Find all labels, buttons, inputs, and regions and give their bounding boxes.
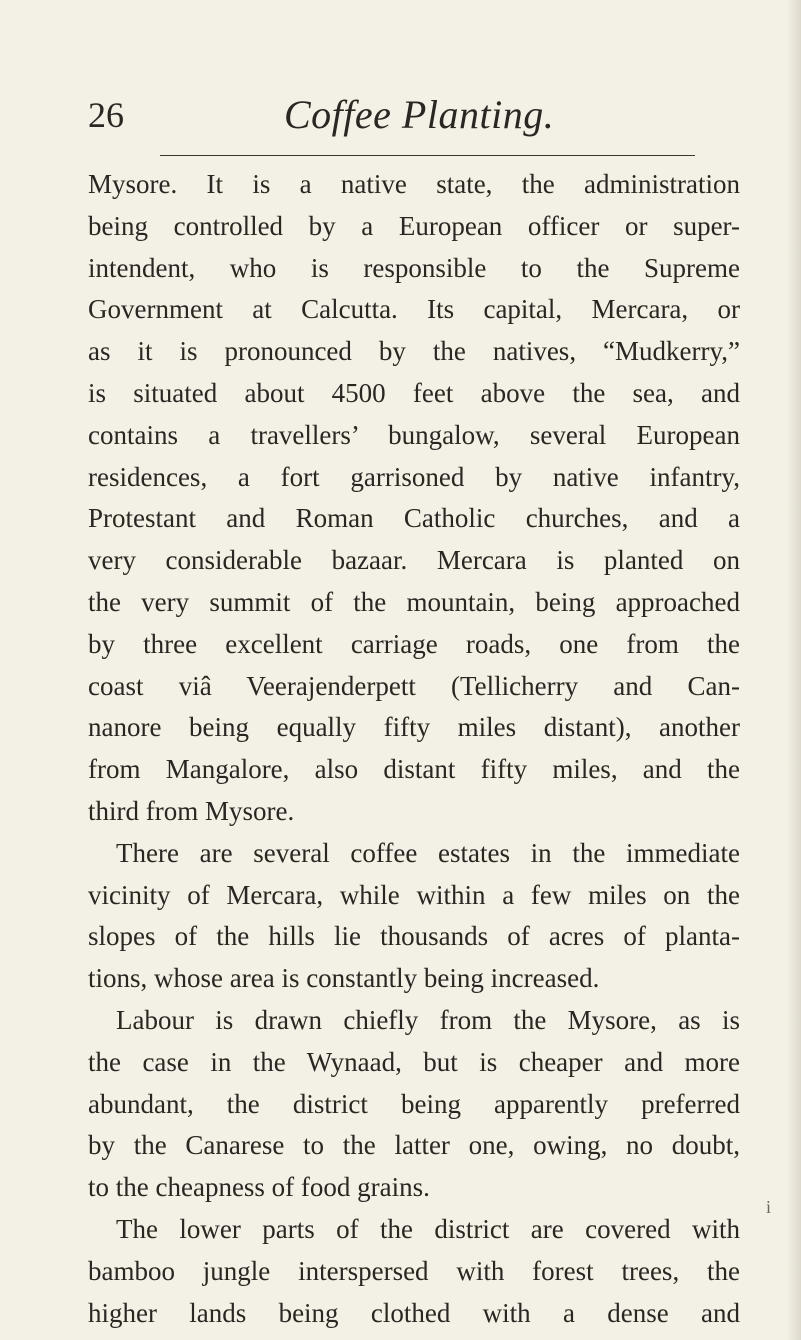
text-line: by three excellent carriage roads, one from the xyxy=(88,628,740,659)
text-line: very considerable bazaar. Mercara is planted on xyxy=(88,545,740,576)
page-number: 26 xyxy=(88,95,124,135)
text-line: contains a travellers’ bungalow, several European xyxy=(88,419,740,450)
text-line: Protestant and Roman Catholic churches, and a xyxy=(88,503,740,534)
text-line: by the Canarese to the latter one, owing, no doubt, xyxy=(88,1130,740,1161)
text-line-paragraph-end: third from Mysore. xyxy=(88,795,295,826)
text-line: from Mangalore, also distant fifty miles, and the xyxy=(88,754,740,785)
text-line: higher lands being clothed with a dense and xyxy=(88,1297,740,1328)
text-line: bamboo jungle interspersed with forest trees, the xyxy=(88,1255,740,1286)
text-line: being controlled by a European officer or super- xyxy=(88,210,740,241)
text-line-paragraph-end: to the cheapness of food grains. xyxy=(88,1172,430,1203)
running-title: Coffee Planting. xyxy=(284,92,555,137)
text-line: abundant, the district being apparently preferred xyxy=(88,1088,740,1119)
text-line: nanore being equally fifty miles distant), another xyxy=(88,712,740,743)
text-line: Government at Calcutta. Its capital, Mercara, or xyxy=(88,294,740,325)
page-edge-shadow xyxy=(787,0,801,1340)
text-line: coast viâ Veerajenderpett (Tellicherry and Can- xyxy=(88,670,740,701)
text-line-paragraph-start: The lower parts of the district are covered with xyxy=(116,1213,740,1244)
running-head xyxy=(88,90,788,150)
text-line: Mysore. It is a native state, the administration xyxy=(88,169,740,199)
text-line-paragraph-start: Labour is drawn chiefly from the Mysore, as is xyxy=(116,1004,740,1035)
body-text xyxy=(88,164,740,1334)
header-rule xyxy=(160,155,695,156)
text-line: as it is pronounced by the natives, “Mudkerry,” xyxy=(88,336,740,367)
signature-mark: i xyxy=(766,1197,772,1217)
text-line: the very summit of the mountain, being approached xyxy=(88,586,740,617)
text-line-paragraph-end: tions, whose area is constantly being increased. xyxy=(88,963,600,994)
text-line-paragraph-start: There are several coffee estates in the immediate xyxy=(116,837,740,868)
text-line: vicinity of Mercara, while within a few miles on the xyxy=(88,879,740,910)
text-line: is situated about 4500 feet above the sea, and xyxy=(88,377,740,408)
text-line: the case in the Wynaad, but is cheaper and more xyxy=(88,1046,740,1077)
text-line: residences, a fort garrisoned by native infantry, xyxy=(88,461,740,492)
text-line: intendent, who is responsible to the Supreme xyxy=(88,252,740,283)
text-line: slopes of the hills lie thousands of acres of planta- xyxy=(88,921,740,952)
